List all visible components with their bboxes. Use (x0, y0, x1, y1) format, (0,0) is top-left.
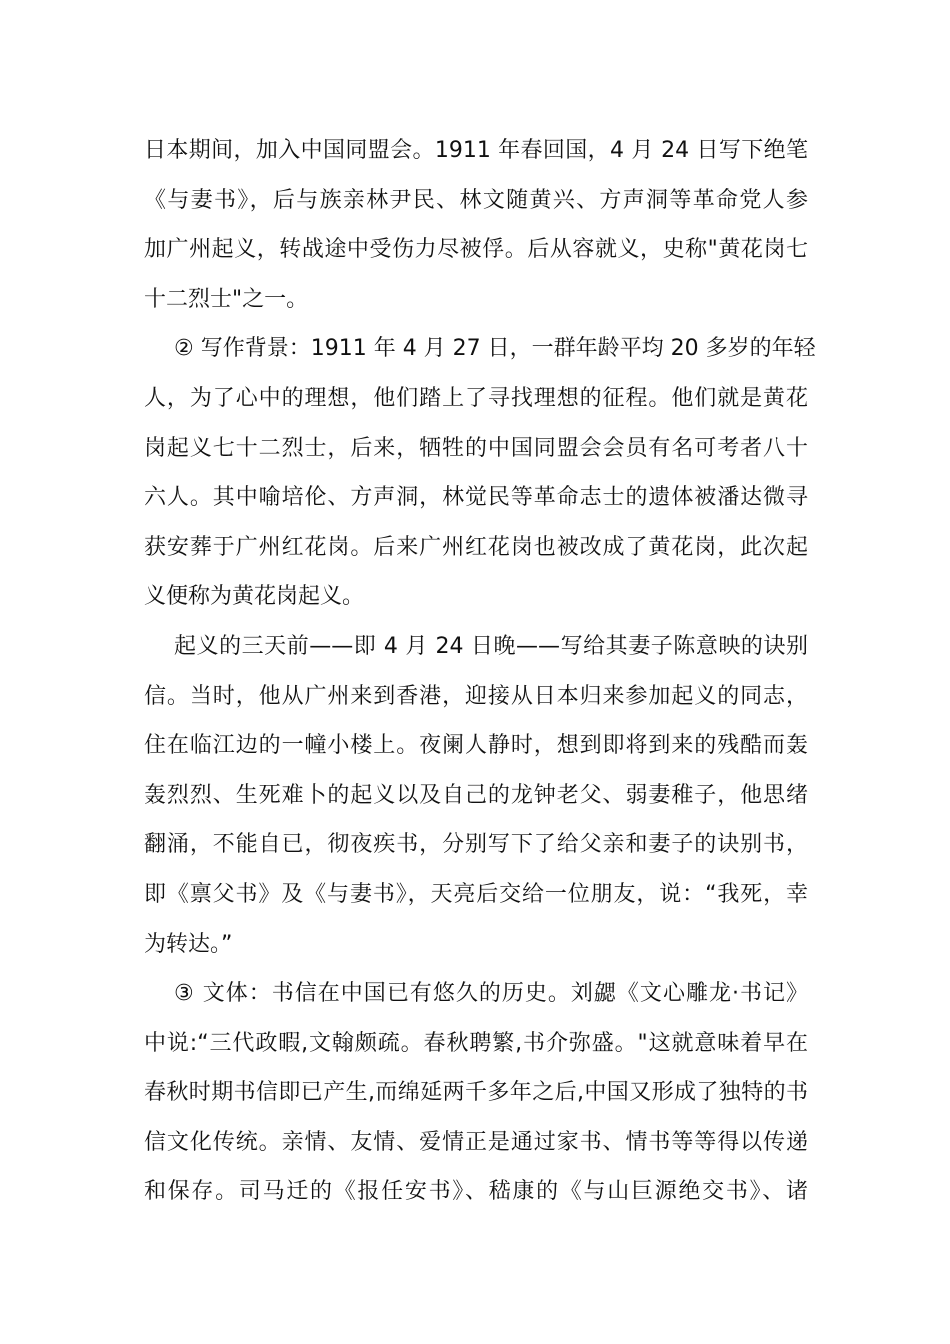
paragraph-start: 起义的三天前——即 4 月 24 日晚——写给其妻子陈意映的诀别 (174, 633, 808, 659)
text-line: 轰烈烈、生死难卜的起义以及自己的龙钟老父、弱妻稚子，他思绪 (144, 782, 808, 808)
section-heading-background: ② 写作背景：1911 年 4 月 27 日，一群年龄平均 20 多岁的年轻 (174, 336, 816, 362)
body-text (144, 126, 816, 1217)
text-line: 六人。其中喻培伦、方声洞，林觉民等革命志士的遗体被潘达微寻 (144, 485, 808, 511)
text-line: 翻涌，不能自已，彻夜疾书，分别写下了给父亲和妻子的诀别书， (144, 832, 808, 858)
text-line: 日本期间，加入中国同盟会。1911 年春回国，4 月 24 日写下绝笔 (144, 138, 808, 163)
text-line: 人，为了心中的理想，他们踏上了寻找理想的征程。他们就是黄花 (144, 385, 808, 411)
text-line: 加广州起义，转战途中受伤力尽被俘。后从容就义，史称"黄花岗七 (144, 237, 808, 263)
text-line: 为转达。” (144, 931, 233, 957)
text-line: 信文化传统。亲情、友情、爱情正是通过家书、情书等等得以传递 (144, 1129, 808, 1155)
text-line: 和保存。司马迁的《报任安书》、嵇康的《与山巨源绝交书》、诸 (144, 1179, 808, 1205)
text-line: 义便称为黄花岗起义。 (144, 584, 365, 610)
text-line: 中说:“三代政暇,文翰颇疏。春秋聘繁,书介弥盛。"这就意味着早在 (144, 1030, 808, 1056)
text-line: 春秋时期书信即已产生,而绵延两千多年之后,中国又形成了独特的书 (144, 1080, 808, 1106)
text-line: 住在临江边的一幢小楼上。夜阑人静时，想到即将到来的残酷而轰 (144, 733, 808, 759)
text-line: 岗起义七十二烈士，后来，牺牲的中国同盟会会员有名可考者八十 (144, 435, 808, 461)
text-line: 十二烈士"之一。 (144, 286, 309, 312)
text-line: 信。当时，他从广州来到香港，迎接从日本归来参加起义的同志， (144, 683, 808, 709)
section-heading-genre: ③ 文体：书信在中国已有悠久的历史。刘勰《文心雕龙·书记》 (174, 981, 808, 1007)
text-line: 《与妻书》，后与族亲林尹民、林文随黄兴、方声洞等革命党人参 (144, 187, 808, 213)
text-line: 获安葬于广州红花岗。后来广州红花岗也被改成了黄花岗，此次起 (144, 534, 808, 560)
text-line: 即《禀父书》及《与妻书》，天亮后交给一位朋友，说：“我死，幸 (144, 881, 808, 907)
